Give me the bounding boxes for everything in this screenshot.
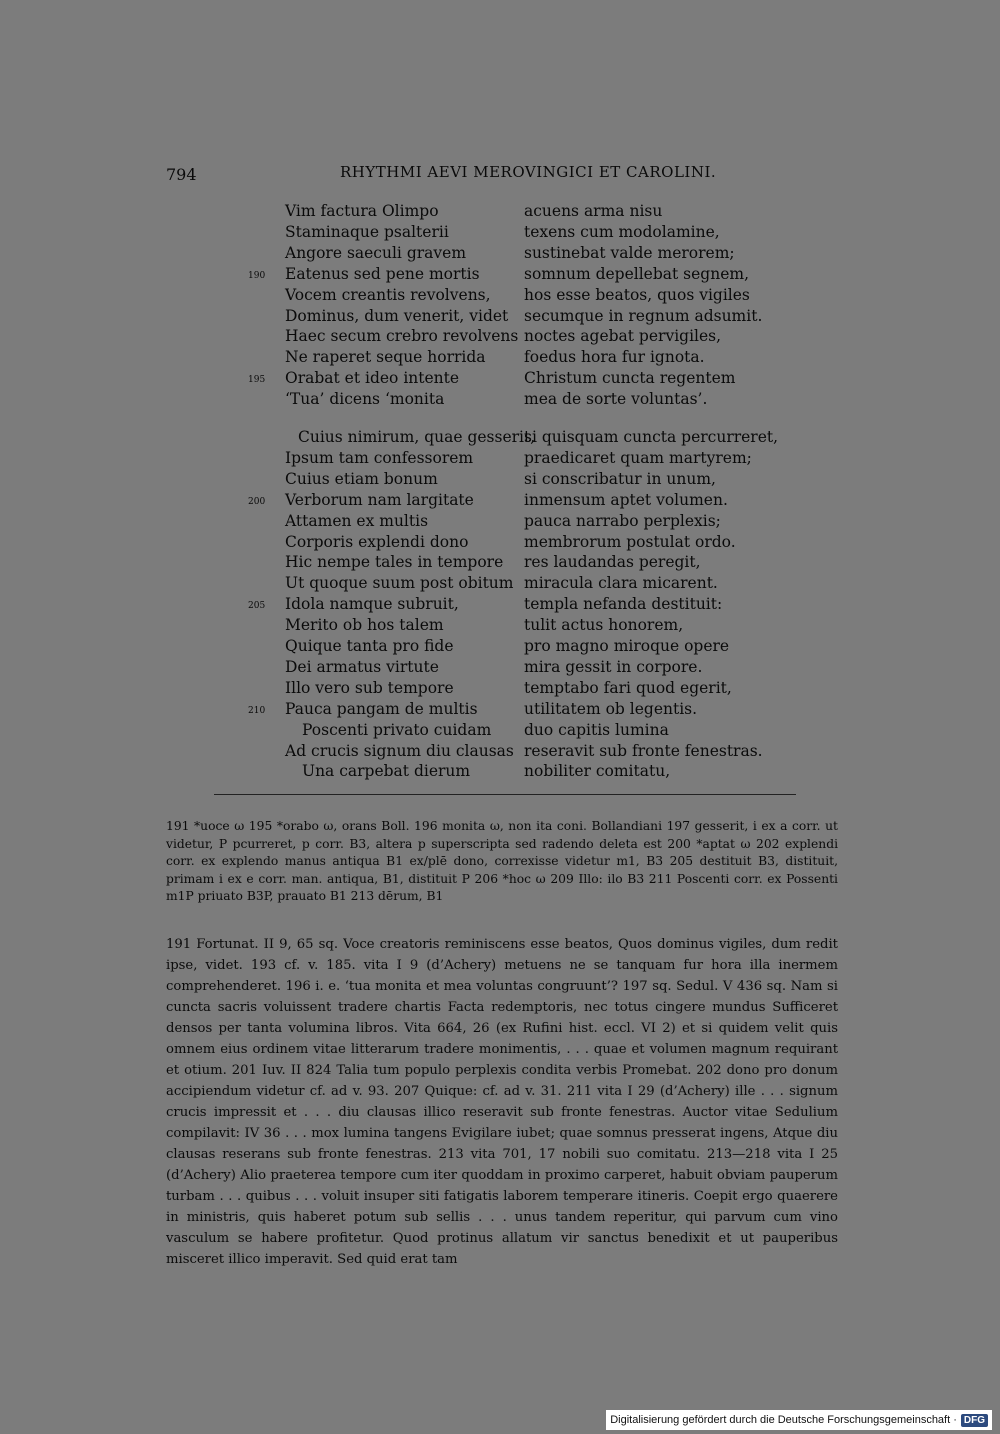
critical-apparatus: [166, 818, 838, 906]
verse-line: [0, 615, 1000, 636]
verse-second-half: praedicaret quam martyrem;: [524, 448, 752, 467]
apparatus-text: 191 *uoce ω 195 *orabo ω, orans Boll. 196 monita ω, non ita coni. Bollandiani 197 gesserit, i ex a corr. ut videtur, P pcurreret, p corr. B3, altera p superscripta sed radendo deleta est 200 *aptat ω 202 explendi corr. ex explendo manus antiqua B1 ex/plē dono, correxisse videtur m1, B3 205 destituit B3, distituit, primam i ex e corr. man. antiqua, B1, distituit P 206 *hoc ω 209 Illo: ilo B3 211 Poscenti corr. ex Possenti m1P priuato B3P, prauato B1 213 dērum, B1: [166, 819, 838, 903]
verse-first-half: Eatenus sed pene mortis: [285, 264, 480, 283]
verse-line: [0, 573, 1000, 594]
verse-line: [0, 636, 1000, 657]
page-number: 794: [166, 165, 197, 184]
verse-line: [0, 389, 1000, 410]
verse-line: [0, 490, 1000, 511]
dfg-logo-icon: DFG: [961, 1414, 988, 1427]
verse-first-half: Angore saeculi gravem: [285, 243, 467, 262]
source-notes-text: 191 Fortunat. II 9, 65 sq. Voce creatoris reminiscens esse beatos, Quos dominus vigiles, dum redit ipse, videt. 193 cf. v. 185. vita I 9 (d’Achery) metuens ne se tanquam fur hora illa inermem comprehenderet. 196 i. e. ‘tua monita et mea voluntas congruunt’? 197 sq. Sedul. V 436 sq. Nam si cuncta sacris voluissent tradere chartis Facta redemptoris, nec totus cingere mundus Sufficeret densos per tanta volumina libros. Vita 664, 26 (ex Rufini hist. eccl. VI 2) et si quidem velit quis omnem eius ordinem vitae litterarum tradere monimentis, . . . quae et volumen magnum requirant et otium. 201 Iuv. II 824 Talia tum populo perplexis condita verbis Promebat. 202 dono pro donum accipiendum videtur cf. ad v. 93. 207 Quique: cf. ad v. 31. 211 vita I 29 (d’Achery) ille . . . signum crucis impressit et . . . diu clausas illico reseravit sub fronte fenestras. Auctor vitae Sedulium compilavit: IV 36 . . . mox lumina tangens Evigilare iubet; quae somnus presserat ingens, Atque diu clausas reserans sub fronte fenestras. 213 vita 701, 17 nobili suo comitatu. 213—218 vita I 25 (d’Achery) Alio praeterea tempore cum iter quoddam in proximo carperet, habuit obviam pauperum turbam . . . quibus . . . voluit insuper siti fatigatis laborem temperare itineris. Coepit ergo quaerere in ministris, quis haberet potum sub sellis . . . unus tandem reperitur, qui parvum cum vino vasculum se habere profitetur. Quod protinus allatum vir sanctus benedixit et ut pauperibus misceret illico imperavit. Sed quid erat tam: [166, 937, 838, 1267]
verse-second-half: tulit actus honorem,: [524, 616, 684, 635]
verse-first-half: Illo vero sub tempore: [285, 678, 454, 697]
verse-second-half: mea de sorte voluntas’.: [524, 390, 708, 409]
verse-second-half: miracula clara micarent.: [524, 574, 718, 593]
verse-first-half: Corporis explendi dono: [285, 532, 469, 551]
verse-first-half: Staminaque psalterii: [285, 222, 449, 241]
verse-line: [0, 511, 1000, 532]
verse-second-half: somnum depellebat segnem,: [524, 264, 749, 283]
verse-first-half: Cuius nimirum, quae gesserit,: [298, 428, 536, 446]
line-number: 190: [248, 270, 266, 281]
verse-second-half: foedus hora fur ignota.: [524, 348, 705, 367]
line-number: 200: [248, 496, 266, 507]
verse-second-half: membrorum postulat ordo.: [524, 532, 736, 551]
verse-line: [0, 552, 1000, 573]
verse-line: [0, 326, 1000, 347]
verse-second-half: res laudandas peregit,: [524, 553, 701, 572]
verse-line: [0, 594, 1000, 615]
verse-second-half: secumque in regnum adsumit.: [524, 306, 763, 325]
verse-second-half: pro magno miroque opere: [524, 637, 730, 655]
verse-second-half: sustinebat valde merorem;: [524, 243, 735, 262]
verse-first-half: Vim factura Olimpo: [285, 202, 439, 220]
verse-first-half: Vocem creantis revolvens,: [285, 285, 491, 304]
verse-first-half: Poscenti privato cuidam: [302, 720, 492, 739]
verse-line: [0, 427, 1000, 448]
verse-line: [0, 368, 1000, 389]
running-head: RHYTHMI AEVI MEROVINGICI ET CAROLINI.: [340, 163, 717, 181]
verse-line: [0, 306, 1000, 327]
line-number: 195: [248, 375, 266, 386]
verse-line: [0, 285, 1000, 306]
verse-second-half: templa nefanda destituit:: [524, 595, 723, 614]
verse-first-half: Pauca pangam de multis: [285, 699, 478, 718]
source-notes: [166, 934, 838, 1270]
verse-line: [0, 448, 1000, 469]
verse-line: [0, 741, 1000, 762]
verse-second-half: noctes agebat pervigiles,: [524, 327, 722, 346]
verse-second-half: acuens arma nisu: [524, 202, 663, 220]
verse-second-half: inmensum aptet volumen.: [524, 490, 728, 509]
verse-second-half: si conscribatur in unum,: [524, 469, 716, 488]
verse-first-half: Cuius etiam bonum: [285, 469, 438, 488]
line-number: 205: [248, 601, 266, 612]
verse-line: [0, 532, 1000, 553]
verse-second-half: utilitatem ob legentis.: [524, 699, 698, 718]
line-number: 210: [248, 705, 266, 716]
footer-banner[interactable]: [606, 1410, 992, 1430]
verse-first-half: Verborum nam largitate: [285, 490, 474, 509]
verse-second-half: Christum cuncta regentem: [524, 369, 736, 388]
verse-line: [0, 720, 1000, 741]
verse-first-half: Dominus, dum venerit, videt: [285, 306, 509, 325]
verse-line: [0, 222, 1000, 243]
verse-line: [0, 469, 1000, 490]
verse-first-half: Merito ob hos talem: [285, 616, 444, 635]
verse-second-half: hos esse beatos, quos vigiles: [524, 285, 750, 304]
verse-second-half: texens cum modolamine,: [524, 222, 720, 241]
verse-first-half: ‘Tua’ dicens ‘monita: [285, 390, 445, 409]
verse-first-half: Idola namque subruit,: [285, 595, 459, 614]
verse-line: [0, 761, 1000, 782]
verse-second-half: mira gessit in corpore.: [524, 657, 703, 676]
verse-first-half: Ipsum tam confessorem: [285, 448, 474, 467]
verse-second-half: si quisquam cuncta percurreret,: [524, 428, 779, 446]
verse-second-half: temptabo fari quod egerit,: [524, 678, 732, 697]
verse-first-half: Attamen ex multis: [285, 511, 429, 530]
verse-second-half: duo capitis lumina: [524, 720, 669, 739]
verse-first-half: Orabat et ideo intente: [285, 369, 460, 388]
footer-credit: Digitalisierung gefördert durch die Deutsche Forschungsgemeinschaft ·: [610, 1414, 957, 1426]
separator-rule: [214, 794, 796, 795]
verse-first-half: Ne raperet seque horrida: [285, 348, 486, 367]
verse-first-half: Quique tanta pro fide: [285, 637, 454, 655]
verse-first-half: Ad crucis signum diu clausas: [285, 741, 514, 760]
verse-first-half: Hic nempe tales in tempore: [285, 553, 504, 572]
verse-second-half: reseravit sub fronte fenestras.: [524, 741, 763, 760]
verse-line: [0, 657, 1000, 678]
verse-second-half: pauca narrabo perplexis;: [524, 511, 721, 530]
verse-line: [0, 201, 1000, 222]
verse-first-half: Haec secum crebro revolvens: [285, 327, 519, 346]
verse-line: [0, 347, 1000, 368]
verse-first-half: Dei armatus virtute: [285, 657, 439, 676]
verse-line: [0, 243, 1000, 264]
verse-line: [0, 699, 1000, 720]
verse-second-half: nobiliter comitatu,: [524, 762, 671, 781]
verse-first-half: Una carpebat dierum: [302, 762, 471, 781]
verse-line: [0, 678, 1000, 699]
verse-first-half: Ut quoque suum post obitum: [285, 574, 514, 593]
verse-line: [0, 264, 1000, 285]
